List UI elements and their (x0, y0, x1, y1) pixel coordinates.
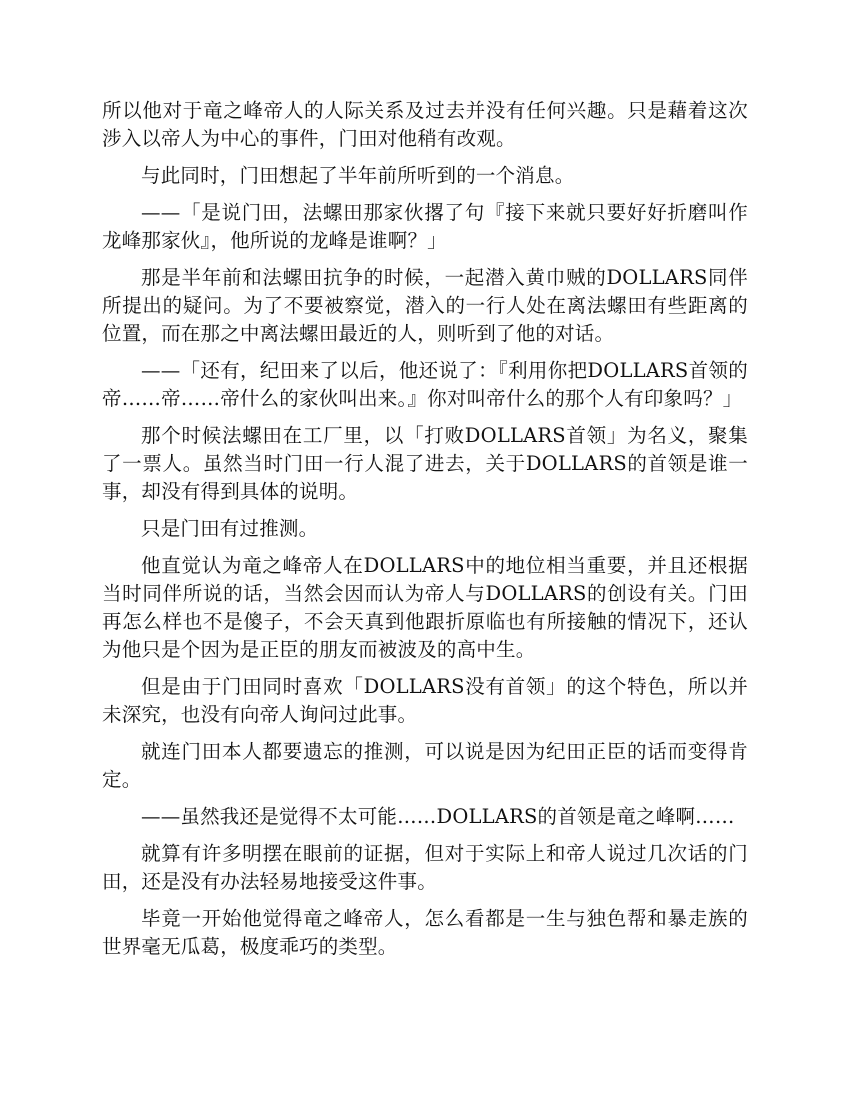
paragraph-12: 就算有许多明摆在眼前的证据，但对于实际上和帝人说过几次话的门田，还是没有办法轻易地接受这件事。 (102, 842, 748, 893)
paragraph-10: 就连门田本人都要遗忘的推测，可以说是因为纪田正臣的话而变得肯定。 (102, 740, 748, 791)
paragraph-6: 那个时候法螺田在工厂里，以「打败DOLLARS首领」为名义，聚集了一票人。虽然当时门田一行人混了进去，关于DOLLARS的首领是谁一事，却没有得到具体的说明。 (102, 424, 748, 503)
paragraph-11: ——虽然我还是觉得不太可能……DOLLARS的首领是竜之峰啊…… (141, 805, 735, 828)
paragraph-9: 但是由于门田同时喜欢「DOLLARS没有首领」的这个特色，所以并未深究，也没有向帝人询问过此事。 (102, 675, 748, 726)
paragraph-2: 与此同时，门田想起了半年前所听到的一个消息。 (141, 164, 575, 187)
paragraph-13: 毕竟一开始他觉得竜之峰帝人，怎么看都是一生与独色帮和暴走族的世界毫无瓜葛，极度乖巧的类型。 (102, 907, 748, 958)
paragraph-4: 那是半年前和法螺田抗争的时候，一起潜入黄巾贼的DOLLARS同伴所提出的疑问。为了不要被察觉，潜入的一行人处在离法螺田有些距离的位置，而在那之中离法螺田最近的人，则听到了他的对话。 (102, 266, 748, 345)
paragraph-3: ——「是说门田，法螺田那家伙撂了句『接下来就只要好好折磨叫作龙峰那家伙』，他所说的龙峰是谁啊？」 (102, 201, 748, 252)
paragraph-1: 所以他对于竜之峰帝人的人际关系及过去并没有任何兴趣。只是藉着这次涉入以帝人为中心的事件，门田对他稍有改观。 (102, 99, 748, 150)
body-text (102, 97, 748, 970)
paragraph-5: ——「还有，纪田来了以后，他还说了：『利用你把DOLLARS首领的帝……帝……帝什么的家伙叫出来。』你对叫帝什么的那个人有印象吗？」 (102, 359, 748, 410)
paragraph-7: 只是门田有过推测。 (141, 517, 319, 540)
paragraph-8: 他直觉认为竜之峰帝人在DOLLARS中的地位相当重要，并且还根据当时同伴所说的话，当然会因而认为帝人与DOLLARS的创设有关。门田再怎么样也不是傻子，不会天真到他跟折原临也有所接触的情况下，还认为他只是个因为是正臣的朋友而被波及的高中生。 (102, 554, 748, 661)
